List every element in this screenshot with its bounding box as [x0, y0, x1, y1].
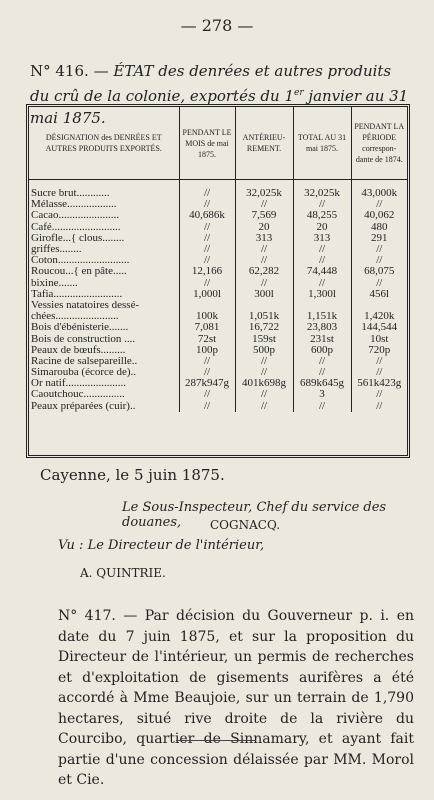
divider: [176, 740, 256, 741]
cell-mai: //: [179, 199, 235, 210]
cell-total: 689k645g: [293, 378, 351, 389]
cell-total: 23,803: [293, 322, 351, 333]
table-row: [29, 389, 407, 400]
cell-total: 74,448: [293, 266, 351, 277]
cell-total: 32,025k: [293, 188, 351, 199]
cell-mai: //: [179, 278, 235, 289]
cell-p1874: 720p: [368, 344, 391, 356]
header-pendant-mois: PENDANT LE MOIS de mai 1875.: [179, 107, 235, 180]
cell-p1874: 456l: [369, 288, 390, 300]
cell-label: griffes........: [29, 244, 179, 255]
cell-total: 1,300l: [293, 289, 351, 300]
cell-p1874: //: [376, 199, 383, 211]
table-row: [29, 401, 407, 412]
table-row: [29, 278, 407, 289]
table-row: [29, 289, 407, 300]
cell-ant: 20: [235, 222, 293, 233]
table-row: [29, 322, 407, 333]
signatory-title: Le Sous-Inspecteur, Chef du service des douanes,: [122, 500, 387, 530]
cell-ant: //: [235, 367, 293, 378]
cell-total: //: [293, 255, 351, 266]
cell-total: //: [293, 244, 351, 255]
cell-p1874: //: [376, 355, 383, 367]
cell-ant: 500p: [235, 345, 293, 356]
export-table: [26, 104, 410, 458]
cell-label: Caoutchouc...............: [29, 389, 179, 400]
cell-mai: //: [179, 244, 235, 255]
cell-p1874: 144,544: [361, 322, 398, 334]
cell-total: //: [293, 401, 351, 412]
table-row: [29, 300, 407, 311]
cell-mai: [179, 300, 235, 311]
cell-p1874: 561k423g: [357, 378, 402, 390]
cell-mai: //: [179, 401, 235, 412]
cell-total: [293, 300, 351, 311]
header-anterieurement: ANTÉRIEU-REMENT.: [235, 107, 293, 180]
cell-mai: 287k947g: [179, 378, 235, 389]
header-pendant-periode: PENDANT LA PÉRIODE correspon-dante de 1874.: [351, 107, 407, 180]
cell-ant: //: [235, 244, 293, 255]
cell-label: Bois d'ébénisterie.......: [29, 322, 179, 333]
page-number: — 278 —: [180, 16, 254, 35]
vu-name: A. QUINTRIE.: [80, 566, 166, 580]
cell-p1874: //: [376, 400, 383, 412]
cell-mai: //: [179, 389, 235, 400]
table-row: [29, 356, 407, 367]
cell-label: Racine de salsepareille..: [29, 356, 179, 367]
cell-label: Coton..........................: [29, 255, 179, 266]
table-row: [29, 244, 407, 255]
table-body: [29, 180, 407, 412]
cell-p1874: 1,420k: [364, 311, 395, 323]
table-row: [29, 199, 407, 210]
cell-label: Girofle...{ clous........: [29, 233, 179, 244]
table-row: [29, 367, 407, 378]
cell-label: Peaux préparées (cuir)..: [29, 401, 179, 412]
cell-p1874: //: [376, 243, 383, 256]
cell-ant: 313: [235, 233, 293, 244]
table-row: [29, 188, 407, 199]
table-row: [29, 255, 407, 266]
place-date: Cayenne, le 5 juin 1875.: [40, 466, 225, 484]
vu-title: Vu : Le Directeur de l'intérieur,: [58, 538, 265, 553]
cell-ant: //: [235, 199, 293, 210]
cell-mai: 1,000l: [179, 289, 235, 300]
cell-ant: //: [235, 356, 293, 367]
cell-mai: 100k: [179, 311, 235, 322]
cell-ant: 401k698g: [235, 378, 293, 389]
cell-p1874: 43,000k: [361, 188, 398, 200]
decision-paragraph: N° 417. — Par décision du Gouverneur p. i. en date du 7 juin 1875, et sur la proposition du Directeur de l'intérieur, un permis de recherches et d'exploitation de gisements aurifères a été accordé à Mme Beaujoie, sur un terrain de 1,790 hectares, situé rive droite de la rivière du Courcibo, quartier de Sinnamary, et ayant fait partie d'une concession délaissée par MM. Morol et Cie.: [58, 608, 414, 788]
cell-total: //: [293, 199, 351, 210]
cell-p1874: //: [376, 367, 383, 379]
cell-total: //: [293, 367, 351, 378]
cell-total: //: [293, 278, 351, 289]
cell-total: 600p: [293, 345, 351, 356]
cell-total: 20: [293, 222, 351, 233]
cell-mai: 7,081: [179, 322, 235, 333]
cell-total: 231st: [293, 333, 351, 344]
cell-label: Roucou...{ en pâte.....: [29, 266, 179, 277]
cell-p1874: 10st: [370, 333, 389, 345]
cell-p1874: 40,062: [364, 210, 395, 222]
notice-title-text: — ÉTAT des denrées et autres produits du crû de la colonie, exportés du 1: [30, 62, 392, 105]
cell-p1874: 480: [371, 221, 388, 233]
notice-number: N° 416.: [30, 62, 89, 80]
cell-label: chées.......................: [29, 311, 179, 322]
cell-p1874: //: [376, 389, 383, 401]
cell-p1874: //: [376, 277, 383, 289]
cell-ant: 62,282: [235, 266, 293, 277]
cell-ant: 16,722: [235, 322, 293, 333]
table-row: [29, 233, 407, 244]
cell-total: 3: [293, 389, 351, 400]
table-row: [29, 222, 407, 233]
table-row: [29, 311, 407, 322]
signatory-name: COGNACQ.: [210, 518, 281, 532]
cell-label: Mélasse..................: [29, 199, 179, 210]
cell-ant: 300l: [235, 289, 293, 300]
cell-p1874: 68,075: [364, 266, 395, 278]
cell-p1874: [351, 300, 407, 311]
cell-mai: //: [179, 222, 235, 233]
cell-ant: //: [235, 401, 293, 412]
notice-title-end: janvier au 31 mai 1875.: [30, 87, 409, 127]
cell-mai: //: [179, 255, 235, 266]
header-designation: DÉSIGNATION des DENRÉES ET AUTRES PRODUITS EXPORTÉS.: [29, 107, 179, 180]
header-total: TOTAL AU 31 mai 1875.: [293, 107, 351, 180]
cell-ant: 32,025k: [235, 188, 293, 199]
notice-title-sup: er: [294, 88, 304, 98]
cell-ant: 1,051k: [235, 311, 293, 322]
cell-ant: 7,569: [235, 210, 293, 221]
table-row: [29, 378, 407, 389]
cell-mai: //: [179, 188, 235, 199]
cell-mai: 40,686k: [179, 210, 235, 221]
cell-ant: //: [235, 389, 293, 400]
table-row: [29, 345, 407, 356]
cell-mai: //: [179, 356, 235, 367]
cell-label: Or natif......................: [29, 378, 179, 389]
cell-p1874: //: [376, 255, 383, 267]
cell-total: 48,255: [293, 210, 351, 221]
cell-mai: 12,166: [179, 266, 235, 277]
table-row: [29, 210, 407, 221]
cell-label: Simarouba (écorce de)..: [29, 367, 179, 378]
cell-mai: 72st: [179, 333, 235, 344]
cell-label: Sucre brut............: [29, 188, 179, 199]
cell-ant: 159st: [235, 333, 293, 344]
table-row: [29, 333, 407, 344]
cell-label: Vessies natatoires dessé-: [29, 300, 179, 311]
cell-label: Tafia.........................: [29, 289, 179, 300]
cell-label: bixine.......: [29, 278, 179, 289]
cell-total: 313: [293, 233, 351, 244]
cell-label: Peaux de bœufs.........: [29, 345, 179, 356]
cell-label: Cacao......................: [29, 210, 179, 221]
cell-mai: //: [179, 233, 235, 244]
cell-total: //: [293, 356, 351, 367]
cell-ant: //: [235, 255, 293, 266]
cell-mai: 100p: [179, 345, 235, 356]
cell-total: 1,151k: [293, 311, 351, 322]
cell-p1874: 291: [371, 232, 388, 244]
cell-ant: [235, 300, 293, 311]
cell-label: Café.........................: [29, 222, 179, 233]
table-row: [29, 266, 407, 277]
cell-ant: //: [235, 278, 293, 289]
cell-label: Bois de construction ....: [29, 333, 179, 344]
cell-mai: //: [179, 367, 235, 378]
